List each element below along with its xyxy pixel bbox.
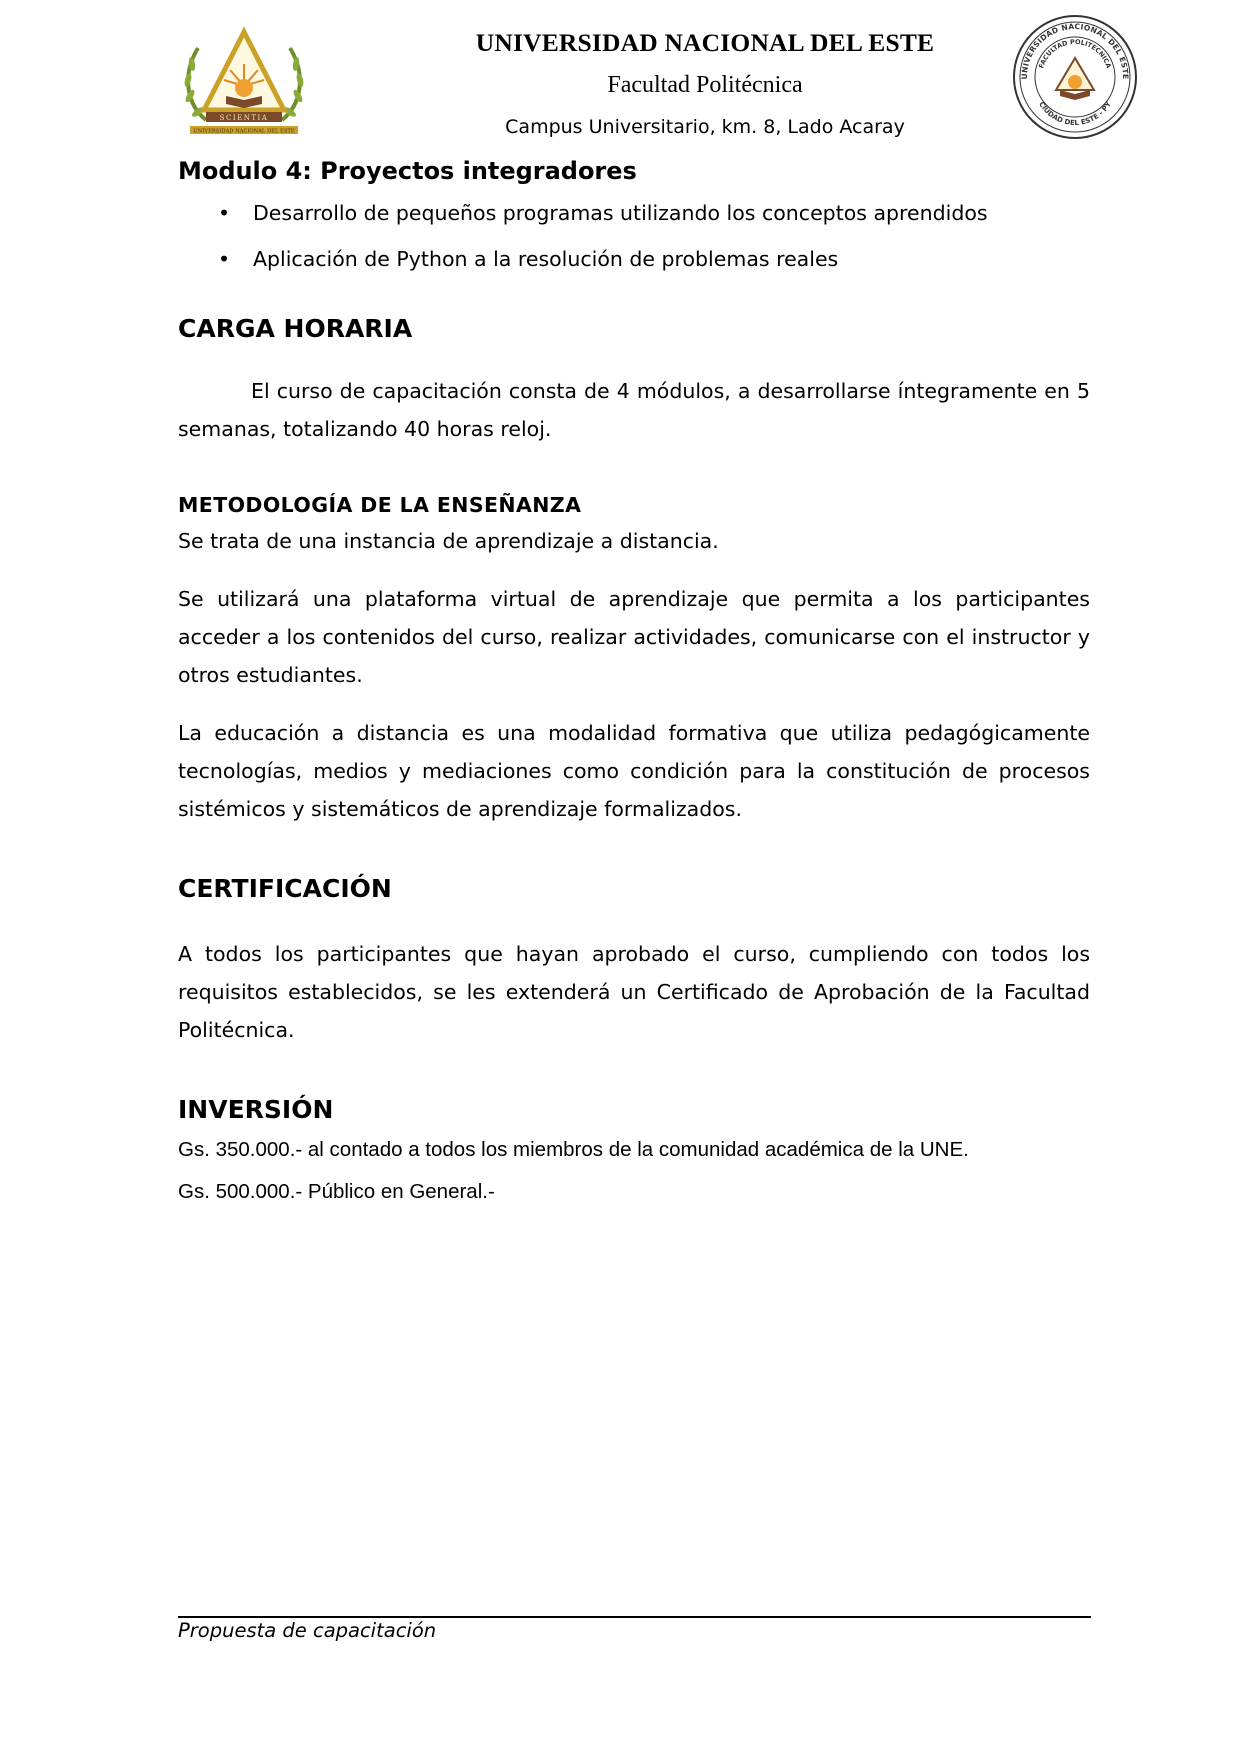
metodologia-paragraph: La educación a distancia es una modalidad formativa que utiliza pedagógicamente tecnologías, medios y mediaciones como condición para la constitución de procesos sistémicos y sistemáticos de aprendizaje formalizados. (178, 721, 1090, 821)
seal-ring-top-text: UNIVERSIDAD NACIONAL DEL ESTE (1019, 21, 1131, 80)
metodologia-paragraph: Se utilizará una plataforma virtual de aprendizaje que permita a los participantes acceder a los contenidos del curso, realizar actividades, comunicarse con el instructor y otros estudiantes. (178, 587, 1090, 687)
bullet-text: Aplicación de Python a la resolución de problemas reales (253, 247, 839, 271)
bullet-icon: • (218, 247, 231, 271)
university-name: UNIVERSIDAD NACIONAL DEL ESTE (475, 28, 935, 57)
crest-banner-text: SCIENTIA (219, 114, 269, 122)
seal-ring-bottom-text: CIUDAD DEL ESTE - PY (1037, 100, 1113, 128)
une-crest-icon (176, 24, 312, 140)
inversion-line: Gs. 350.000.- al contado a todos los miembros de la comunidad académica de la UNE. (178, 1138, 969, 1161)
metodologia-title: METODOLOGÍA DE LA ENSEÑANZA (178, 493, 582, 517)
fpune-seal-icon (1012, 14, 1138, 140)
footer-text: Propuesta de capacitación (178, 1619, 437, 1642)
carga-horaria-title: CARGA HORARIA (178, 314, 413, 343)
faculty-name: Facultad Politécnica (607, 72, 803, 98)
seal-ring-inner-text: FACULTAD POLITECNICA (1037, 37, 1113, 70)
metodologia-paragraph: Se trata de una instancia de aprendizaje a distancia. (178, 529, 719, 553)
page-header (0, 0, 1241, 150)
page-content (178, 156, 1090, 1213)
campus-address: Campus Universitario, km. 8, Lado Acaray (505, 116, 905, 138)
carga-horaria-text: El curso de capacitación consta de 4 módulos, a desarrollarse íntegramente en 5 semanas, totalizando 40 horas reloj. (178, 379, 1090, 441)
certificacion-title: CERTIFICACIÓN (178, 874, 392, 903)
module4-title: Modulo 4: Proyectos integradores (178, 157, 637, 185)
bullet-text: Desarrollo de pequeños programas utilizando los conceptos aprendidos (253, 201, 988, 225)
certificacion-text: A todos los participantes que hayan aprobado el curso, cumpliendo con todos los requisitos establecidos, se les extenderá un Certificado de Aprobación de la Facultad Politécnica. (178, 942, 1090, 1042)
bullet-icon: • (218, 201, 231, 225)
footer-divider (178, 1616, 1091, 1618)
inversion-title: INVERSIÓN (178, 1095, 334, 1124)
inversion-line: Gs. 500.000.- Público en General.- (178, 1180, 495, 1203)
module4-bullet-list (178, 190, 1090, 282)
list-item (178, 190, 1090, 236)
crest-ring-text: UNIVERSIDAD NACIONAL DEL ESTE (193, 128, 295, 135)
list-item (178, 236, 1090, 282)
